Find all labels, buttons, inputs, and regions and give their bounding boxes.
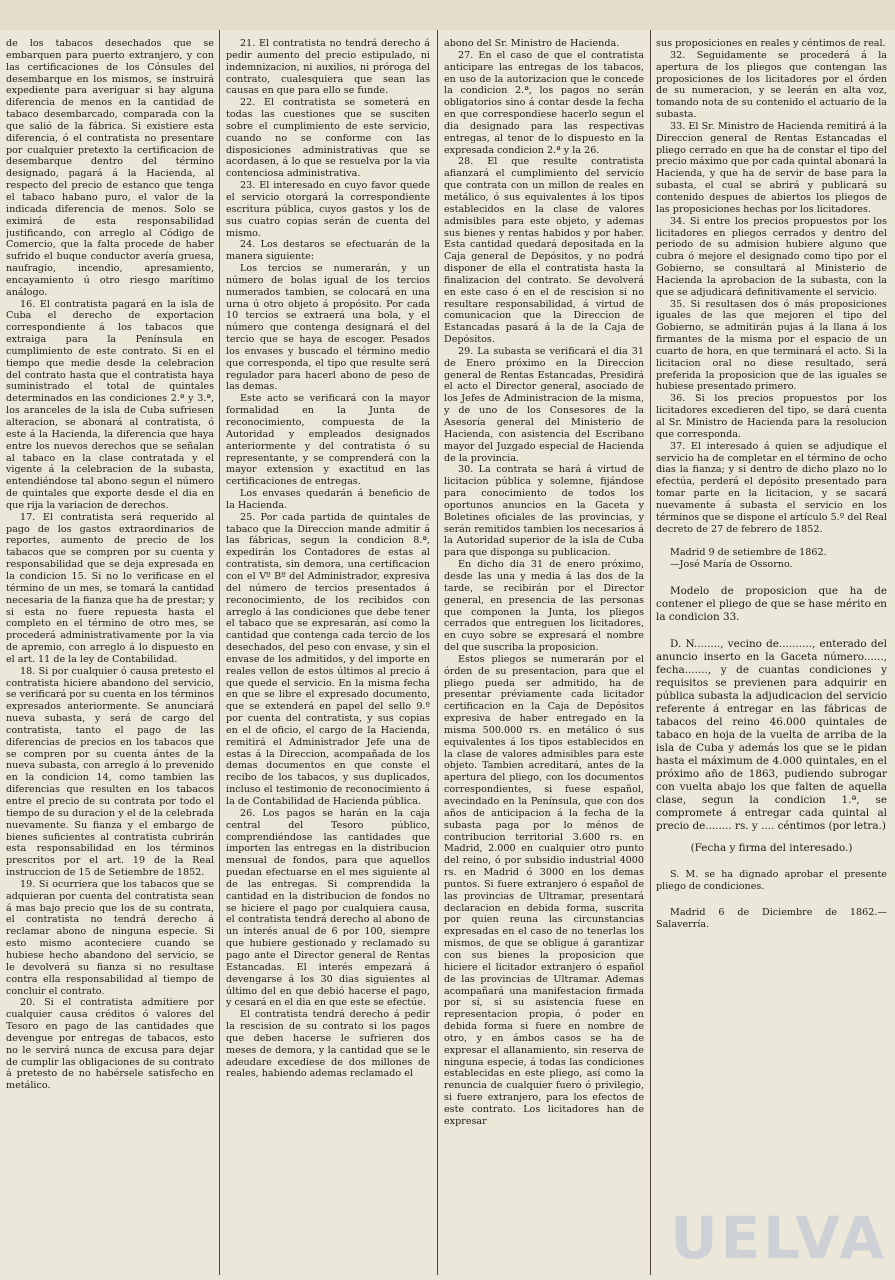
paragraph: 22. El contratista se someterá en todas las cuestiones que se susciten sobre el cumplimiento de este servicio, cuando no se conforme con las disposiciones administrativas que se acordasen, á lo que se resuelva por la via contenciosa administrativa.	[226, 97, 430, 180]
proposal-formula: D. N........, vecino de.........., enterado del anuncio inserto en la Gaceta número......, fecha......., y de cuantas condiciones y requisitos se previenen para adquirir en pública subasta la adjudicacion del servicio referente á entregar en las fábricas de tabacos del reino 46.000 quintales de tabaco en hoja de la vuelta de arriba de la isla de Cuba y además los que se le pidan hasta el máximum de 4.000 quintales, en el próximo año de 1863, pudiendo subrogar con vuelta abajo los que falten de aquella clase, segun la condicion 1.ª, se compromete á entregar cada quintal al precio de........ rs. y .... céntimos (por letra.)	[656, 638, 887, 833]
date-signature-line: (Fecha y firma del interesado.)	[690, 842, 853, 855]
approval-text: S. M. se ha dignado aprobar el presente pliego de condiciones.	[656, 868, 887, 892]
top-border	[0, 0, 895, 30]
text-column-1	[6, 38, 214, 1270]
paragraph: sus proposiciones en reales y céntimos de real.	[656, 38, 886, 49]
paragraph: 17. El contratista será requerido al pago de los gastos extraordinarios de reportes, aumento de precio de los tabacos que se compren por su cuenta y responsabilidad que se deja expresada en la condicion 15. Si no lo verificase en el término de un mes, se tomará la cantidad necesaria de la fianza que ha de prestar; y si esta no fuere repuesta hasta el completo en el término de otro mes, se procederá administrativamente por la via de apremio, con arreglo á lo dispuesto en el art. 11 de la ley de Contabilidad.	[6, 511, 214, 665]
paragraph: Estos pliegos se numerarán por el órden de su presentacion, para que el pliego pueda ser admitido, ha de presentar préviamente cada licitador certificacion en la Caja de Depósitos expresiva de haber entregado en la misma 500.000 rs. en metálico ó sus equivalentes á los tipos establecidos en la clase de valores admisibles para este objeto. Tambien acreditará, antes de la apertura del pliego, con los documentos correspondientes, si fuese español, avecindado en la Península, que con dos años de anticipacion á la fecha de la subasta paga por lo ménos de contribucion territorial 3.600 rs. en Madrid, 2.000 en cualquier otro punto del reino, ó por subsidio industrial 4000 rs. en Madrid ó 3000 en los demas puntos. Si fuere extranjero ó español de las provincias de Ultramar, presentará declaracion en debida forma, suscrita por quien reuna las circunstancias expresadas en el caso de no tenerlas los mismos, de que se obligue á garantizar con sus bienes la proposicion que hiciere el licitador extranjero ó español de las provincias de Ultramar. Ademas acompañará una manifestacion firmada por sí, si su asistencia fuese en representacion propia, ó poder en debida forma si fuere en nombre de otro, y en ámbos casos se ha de expresar el allanamiento, sin reserva de ninguna especie, á todas las condiciones establecidas en este pliego, así como la renuncia de cualquier fuero ó privilegio, si fuere extranjero, para los efectos de este contrato. Los licitadores han de expresar	[444, 653, 644, 1127]
paragraph: 28. El que resulte contratista afianzará el cumplimiento del servicio que contrata con un millon de reales en metálico, ó sus equivalentes á los tipos establecidos en la clase de valores admisibles para este objeto, y ademas sus bienes y rentas habidos y por haber. Esta cantidad quedará depositada en la Caja general de Depósitos, y no podrá disponer de ella el contratista hasta la finalizacion del contrato. Se devolverá en este caso ó en el de rescision si no resultare responsabilidad, á virtud de comunicacion que la Direccion de Estancadas pasará á la de la Caja de Depósitos.	[444, 156, 644, 346]
paragraph: 16. El contratista pagará en la isla de Cuba el derecho de exportacion correspondiente á los tabacos que extraiga para la Península en cumplimiento de este contrato. Si en el tiempo que medie desde la celebracion del contrato hasta que el contratista haya suministrado el total de quintales determinados en las condiciones 2.ª y 3.ª, los aranceles de la isla de Cuba sufriesen alteracion, se abonará al contratista, ó este á la Hacienda, la diferencia que haya entre los nuevos derechos que se señalan al tabaco en la clase contratada y el vigente á la celebracion de la subasta, entendiéndose tal abono segun el número de quintales que exporte desde el dia en que rija la variacion de derechos.	[6, 298, 214, 511]
signature-date: Madrid 9 de setiembre de 1862.	[670, 547, 827, 559]
paragraph: 35. Si resultasen dos ó más proposiciones iguales de las que mejoren el tipo del Gobierno, se admitirán pujas á la llana á los firmantes de la misma por el espacio de un cuarto de hora, en que terminará el acto. Si la licitacion oral no diese resultado, será preferida la proposicion que de las iguales se hubiese presentado primero.	[656, 298, 887, 393]
paragraph: 30. La contrata se hará á virtud de licitacion pública y solemne, fijándose para conocimiento de todos los oportunos anuncios en la Gaceta y Boletines oficiales de las provincias, y serán remitidos tambien los necesarios á la Autoridad superior de la isla de Cuba para que disponga su publicacion.	[444, 464, 644, 559]
paragraph: Los envases quedarán á beneficio de la Hacienda.	[226, 488, 430, 511]
paragraph: 37. El interesado á quien se adjudique el servicio ha de completar en el término de ocho dias la fianza; y si dentro de dicho plazo no lo efectúa, perderá el depósito presentado para tomar parte en la licitacion, y se sacará nuevamente á subasta el servicio en los términos que se dispone el artículo 5.º del Real decreto de 27 de febrero de 1852.	[656, 440, 887, 535]
paragraph: Los tercios se numerarán, y un número de bolas igual de los tercios numerados tambien, se colocará en una urna ú otro objeto á propósito. Por cada 10 tercios se extraerá una bola, y el número que contenga designará el del tercio que se haya de escoger. Pesados los envases y buscado el término medio que corresponda, el tipo que resulte será regulador para hacerl abono de peso de las demas.	[226, 263, 430, 393]
column-rule	[650, 30, 651, 1275]
paragraph: 32. Seguidamente se procederá á la apertura de los pliegos que contengan las proposiciones de los licitadores por el órden de su numeracion, y se leerán en alta voz, tomando nota de su contenido el actuario de la subasta.	[656, 49, 887, 121]
paragraph: 20. Si el contratista admitiere por cualquier causa créditos ó valores del Tesoro en pago de las cantidades que devengue por entregas de tabacos, esto no le servirá nunca de excusa para dejar de cumplir las obligaciones de su contrato á pretesto de no habérsele satisfecho en metálico.	[6, 997, 214, 1092]
paragraph: 25. Por cada partida de quintales de tabaco que la Direccion mande admitir á las fábricas, segun la condicion 8.ª, expedirán los Contadores de estas al contratista, sin demora, una certificacion con el Vº Bº del Administrador, expresiva del número de tercios presentados á reconocimiento, de los recibidos con arreglo á las condiciones que debe tener el tabaco que se expresarán, así como la cantidad que contenga cada tercio de los desechados, del peso con envase, y sin el envase de los admitidos, y del importe en reales vellon de estos últimos al precio á que quede el servicio. En la misma fecha en que se libre el expresado documento, que se extenderá en papel del sello 9.º por cuenta del contratista, y sus copias en el de oficio, el cargo de la Hacienda, remitirá el Administrador Jefe una de estas á la Direccion, acompañada de los demas documentos en que conste el recibo de los tabacos, y sus duplicados, incluso el testimonio de reconocimiento á la de Contabilidad de Hacienda pública.	[226, 511, 430, 807]
text-column-4	[656, 38, 887, 1270]
signature-name: —José María de Ossorno.	[670, 559, 793, 571]
final-signature: Madrid 6 de Diciembre de 1862.— Salaverría.	[656, 906, 887, 930]
paragraph: Este acto se verificará con la mayor formalidad en la Junta de reconocimiento, compuesta de la Autoridad y empleados designados anteriormente y del contratista ó su representante, y se comprenderá con la mayor extension y exactitud en las certificaciones de entregas.	[226, 393, 430, 488]
paragraph: En dicho dia 31 de enero próximo, desde las una y media á las dos de la tarde, se recibirán por el Director general, en presencia de las personas que componen la Junta, los pliegos cerrados que entreguen los licitadores, en cuyo sobre se expresará el nombre del que suscriba la proposicion.	[444, 559, 644, 654]
paragraph: 23. El interesado en cuyo favor quede el servicio otorgará la correspondiente escritura pública, cuyos gastos y los de sus cuatro copias serán de cuenta del mismo.	[226, 180, 430, 239]
paragraph: 34. Si entre los precios propuestos por los licitadores en pliegos cerrados y dentro del periodo de su admision hubiere alguno que cubra ó mejore el designado como tipo por el Gobierno, se consultará al Ministerio de Hacienda la aprobacion de la subasta, con la que se adjudicará definitivamente el servicio.	[656, 215, 887, 298]
column-rule	[219, 30, 220, 1275]
paragraph: abono del Sr. Ministro de Hacienda.	[444, 38, 620, 49]
paragraph: El contratista tendrá derecho á pedir la rescision de su contrato si los pagos que deben hacerse le sufrieren dos meses de demora, y la cantidad que se le adeudare excediese de dos millones de reales, habiendo ademas reclamado el	[226, 1009, 430, 1080]
paragraph: 26. Los pagos se harán en la caja central del Tesoro público, comprendiéndose las cantidades que importen las entregas en la distribucion mensual de fondos, para que aquellos puedan efectuarse en el mes siguiente al de las entregas. Si comprendida la cantidad en la distribucion de fondos no se hiciere el pago por cualquiera causa, el contratista tendrá derecho al abono de un interés anual de 6 por 100, siempre que hubiere gestionado y reclamado su pago ante el Director general de Rentas Estancadas. El interés empezará á devengarse á los 30 dias siguientes al último del en que debió hacerse el pago, y cesará en el dia en que este se efectúe.	[226, 807, 430, 1009]
paragraph: 33. El Sr. Ministro de Hacienda remitirá á la Direccion general de Rentas Estancadas el pliego cerrado en que ha de constar el tipo del precio máximo que por cada quintal abonará la Hacienda, y que ha de servir de base para la subasta, el cual se abrirá y publicará su contenido despues de abiertos los pliegos de las proposiciones hechas por los licitadores.	[656, 120, 887, 215]
text-column-2	[226, 38, 430, 1270]
archive-watermark: UELVA	[670, 1204, 887, 1272]
paragraph: 18. Si por cualquier ó causa pretesto el contratista hiciere abandono del servicio, se verificará por su cuenta en los términos expresados anteriormente. Se anunciará nueva subasta, y será de cargo del contratista, tanto el pago de las diferencias de precios en los tabacos que se compren por su cuenta ántes de la nueva subasta, con arreglo á lo prevenido en la condicion 14, como tambien las diferencias que resulten en los tabacos entre el precio de su contrata por todo el tiempo de su duracion y el de la celebrada nuevamente. Su fianza y el embargo de bienes suficientes al contratista cubrirán esta responsabilidad en los términos prescritos por el art. 19 de la Real instruccion de 15 de Setiembre de 1852.	[6, 665, 214, 879]
modelo-heading: Modelo de proposicion que ha de contener el pliego de que se hase mérito en la condicion 33.	[656, 585, 887, 624]
paragraph: 19. Si ocurriera que los tabacos que se adquieran por cuenta del contratista sean á mas bajo precio que los de su contrata, el contratista no tendrá derecho á reclamar abono de ninguna especie. Si esto mismo aconteciere cuando se hubiese hecho abandono del servicio, se le devolverá su fianza si no resultase contra ella responsabilidad al tiempo de concluir el contrato.	[6, 878, 214, 997]
paragraph: de los tabacos desechados que se embarquen para puerto extranjero, y con las certificaciones de los Cónsules del desembarque en los mismos, se instruirá expediente para averiguar si hay alguna diferencia de menos en la cantidad de tabaco desembarcado, comparada con la que salió de la fábrica. Si existiere esta diferencia, ó el contratista no presentare por cualquier pretexto la certificacion de desembarque dentro del término designado, pagará á la Hacienda, al respecto del precio de estanco que tenga el tabaco habano puro, el valor de la indicada diferencia de menos. Solo se eximirá de esta responsabilidad justificando, con arreglo al Código de Comercio, que la falta procede de haber sufrido el buque conductor avería gruesa, naufragio, incendio, apresamiento, encayamiento ú otro riesgo marítimo análogo.	[6, 38, 214, 298]
signature-block	[656, 547, 887, 571]
paragraph: 36. Si los precios propuestos por los licitadores excedieren del tipo, se dará cuenta al Sr. Ministro de Hacienda para la resolucion que corresponda.	[656, 393, 887, 440]
column-rule	[437, 30, 438, 1275]
paragraph: 24. Los destaros se efectuarán de la manera siguiente:	[226, 239, 430, 263]
paragraph: 21. El contratista no tendrá derecho á pedir aumento del precio estipulado, ni indemnizacion, ni auxilios, ni próroga del contrato, cualesquiera que sean las causas en que para ello se funde.	[226, 38, 430, 97]
paragraph: 29. La subasta se verificará el dia 31 de Enero próximo en la Direccion general de Rentas Estancadas, Presidirá el acto el Director general, asociado de los Jefes de Administracion de la misma, y de uno de los Consesores de la Asesoría general del Ministerio de Hacienda, con asistencia del Escribano mayor del Juzgado especial de Hacienda de la provincia.	[444, 345, 644, 464]
paragraph: 27. En el caso de que el contratista anticipare las entregas de los tabacos, en uso de la autorizacion que le concede la condicion 2.ª, los pagos no serán obligatorios sino á contar desde la fecha en que correspondiese hacerlo segun el dia designado para las respectivas entregas, al tenor de lo dispuesto en la expresada condicion 2.ª y la 26.	[444, 49, 644, 156]
text-column-3	[444, 38, 644, 1270]
